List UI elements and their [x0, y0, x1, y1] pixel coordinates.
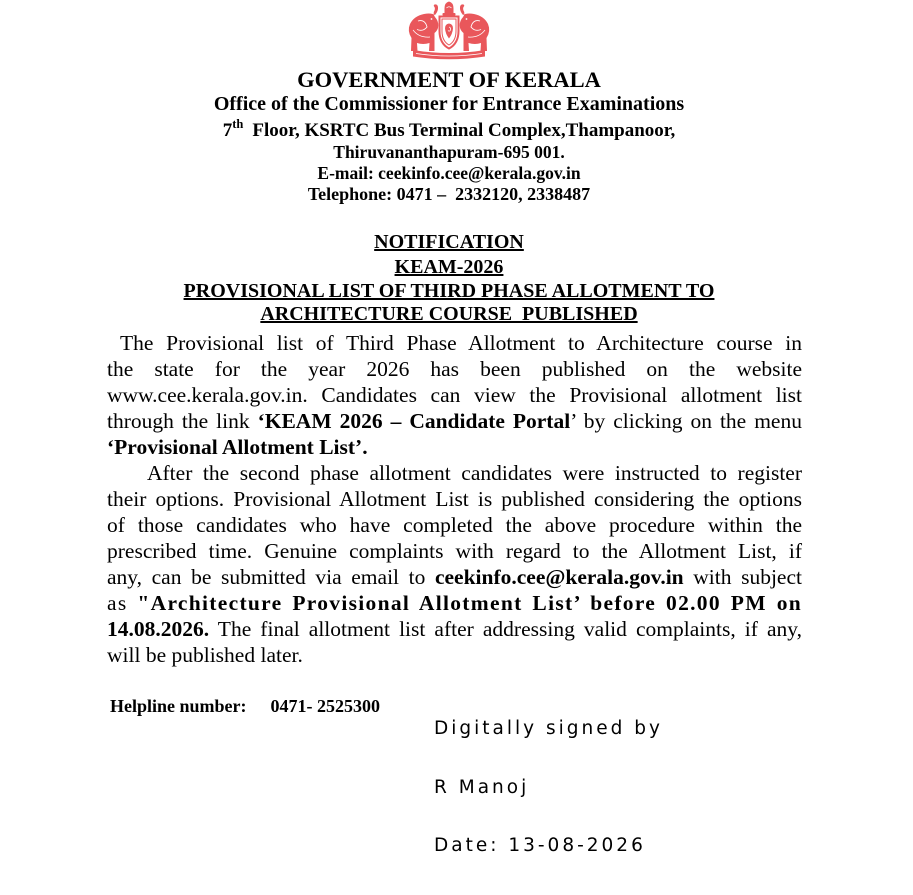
government-title: GOVERNMENT OF KERALA — [297, 67, 601, 92]
email-subject-deadline: "Architecture Provisional Allotment List’ before 02.00 PM on — [137, 591, 803, 615]
address-text: Floor, KSRTC Bus Terminal Complex,Thampanoor, — [252, 120, 676, 141]
exam-name: KEAM-2026 — [394, 256, 504, 278]
notification-title-line-1: PROVISIONAL LIST OF THIRD PHASE ALLOTMENT TO — [183, 280, 715, 302]
right-elephant-icon — [460, 4, 489, 51]
paragraph-2-line-6-start: as — [107, 591, 138, 615]
digital-signature — [434, 680, 663, 895]
notification-label: NOTIFICATION — [374, 231, 524, 253]
paragraph-1-line-4-end: ’ by clicking on the menu — [570, 409, 802, 433]
office-name: Office of the Commissioner for Entrance Examinations — [213, 93, 685, 115]
menu-name: ‘Provisional Allotment List’. — [107, 435, 368, 459]
paragraph-1-line-2: the state for the year 2026 has been published on the website — [107, 357, 802, 381]
paragraph-2-line-2: their options. Provisional Allotment List is published considering the options — [107, 487, 802, 511]
notification-body — [107, 330, 802, 668]
city-line: Thiruvananthapuram-695 001. — [333, 142, 565, 162]
paragraph-1-line-3: www.cee.kerala.gov.in. Candidates can view the Provisional allotment list — [107, 383, 802, 407]
left-elephant-icon — [409, 4, 438, 51]
candidate-portal-name: ‘KEAM 2026 – Candidate Portal — [257, 409, 571, 433]
paragraph-1-line-4-start: through the link — [107, 409, 258, 433]
paragraph-2-line-7 — [107, 616, 802, 642]
paragraph-2-line-8: will be published later. — [107, 643, 303, 667]
signature-date: Date: 13-08-2026 — [434, 835, 646, 856]
emblem-base — [413, 50, 485, 59]
helpline — [110, 695, 380, 717]
address-line — [0, 119, 898, 143]
helpline-number: 0471- 2525300 — [270, 696, 381, 716]
paragraph-2-line-4: prescribed time. Genuine complaints with regard to the Allotment List, if — [107, 539, 802, 563]
deadline-date: 14.08.2026. — [107, 617, 210, 641]
paragraph-2-line-5-end: with subject — [683, 565, 802, 589]
paragraph-2-line-3: of those candidates who have completed the above procedure within the — [107, 513, 802, 537]
floor-number: 7 — [222, 120, 233, 141]
notification-title-line-2: ARCHITECTURE COURSE PUBLISHED — [260, 303, 638, 325]
helpline-label: Helpline number: — [110, 696, 247, 716]
telephone-line: Telephone: 0471 – 2332120, 2338487 — [307, 184, 591, 204]
paragraph-2-line-1: After the second phase allotment candidates were instructed to register — [147, 461, 802, 485]
paragraph-1-line-5 — [107, 434, 802, 460]
complaint-email: ceekinfo.cee@kerala.gov.in — [434, 565, 684, 589]
paragraph-1-line-4 — [107, 408, 802, 434]
kerala-emblem-icon — [404, 0, 494, 62]
paragraph-2-line-7-end: The final allotment list after addressing valid complaints, if any, — [209, 617, 802, 641]
lion-capital-icon — [443, 2, 456, 16]
paragraph-2-line-5 — [107, 564, 802, 590]
paragraph-2-line-6 — [107, 590, 802, 616]
signer-name: R Manoj — [434, 776, 530, 798]
paragraph-2-line-5-start: any, can be submitted via email to — [107, 565, 435, 589]
signature-line-1: Digitally signed by — [434, 718, 663, 739]
email-line: E-mail: ceekinfo.cee@kerala.gov.in — [317, 163, 581, 183]
paragraph-1-line-1: The Provisional list of Third Phase Allotment to Architecture course in — [120, 331, 802, 355]
floor-suffix: th — [232, 117, 244, 131]
